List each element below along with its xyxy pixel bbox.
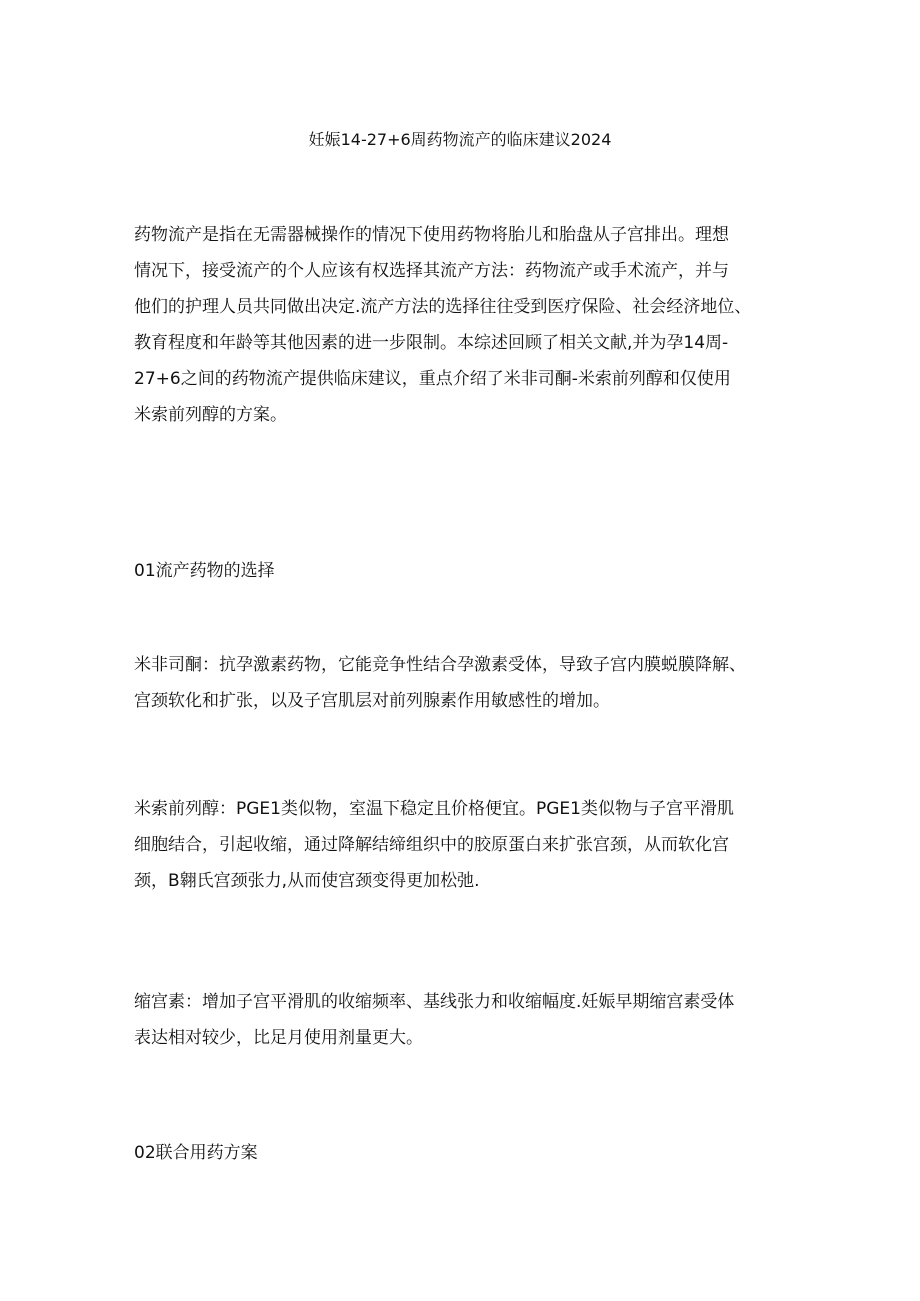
paragraph-line: 教育程度和年龄等其他因素的进一步限制。本综述回顾了相关文献,并为孕14周- [134, 333, 729, 353]
paragraph-line: 表达相对较少，比足月使用剂量更大。 [134, 1028, 423, 1048]
paragraph-line: 药物流产是指在无需器械操作的情况下使用药物将胎儿和胎盘从子宫排出。理想 [134, 225, 729, 245]
paragraph-line: 情况下，接受流产的个人应该有权选择其流产方法：药物流产或手术流产，并与 [134, 261, 729, 281]
section-heading-drug-selection: 01流产药物的选择 [134, 561, 275, 581]
paragraph-line: 27+6之间的药物流产提供临床建议，重点介绍了米非司酮-米索前列醇和仅使用 [134, 369, 731, 389]
document-title: 妊娠14-27+6周药物流产的临床建议2024 [308, 130, 612, 149]
paragraph-line: 他们的护理人员共同做出决定.流产方法的选择往往受到医疗保险、社会经济地位、 [134, 297, 752, 317]
paragraph-line: 宫颈软化和扩张，以及子宫肌层对前列腺素作用敏感性的增加。 [134, 691, 610, 711]
paragraph-line: 细胞结合，引起收缩，通过降解结缔组织中的胶原蛋白来扩张宫颈，从而软化宫 [134, 835, 729, 855]
intro-paragraph [134, 217, 798, 433]
misoprostol-paragraph [134, 791, 798, 899]
section-heading-combination-regimen: 02联合用药方案 [134, 1143, 258, 1163]
paragraph-line: 米索前列醇：PGE1类似物，室温下稳定且价格便宜。PGE1类似物与子宫平滑肌 [134, 799, 734, 819]
mifepristone-paragraph [134, 647, 798, 719]
paragraph-line: 米非司酮：抗孕激素药物，它能竞争性结合孕激素受体，导致子宫内膜蜕膜降解、 [134, 655, 746, 675]
paragraph-line: 缩宫素：增加子宫平滑肌的收缩频率、基线张力和收缩幅度.妊娠早期缩宫素受体 [134, 992, 735, 1012]
paragraph-line: 米索前列醇的方案。 [134, 405, 287, 425]
paragraph-line: 颈，B翱氏宫颈张力,从而使宫颈变得更加松弛. [134, 871, 480, 891]
oxytocin-paragraph [134, 984, 798, 1056]
